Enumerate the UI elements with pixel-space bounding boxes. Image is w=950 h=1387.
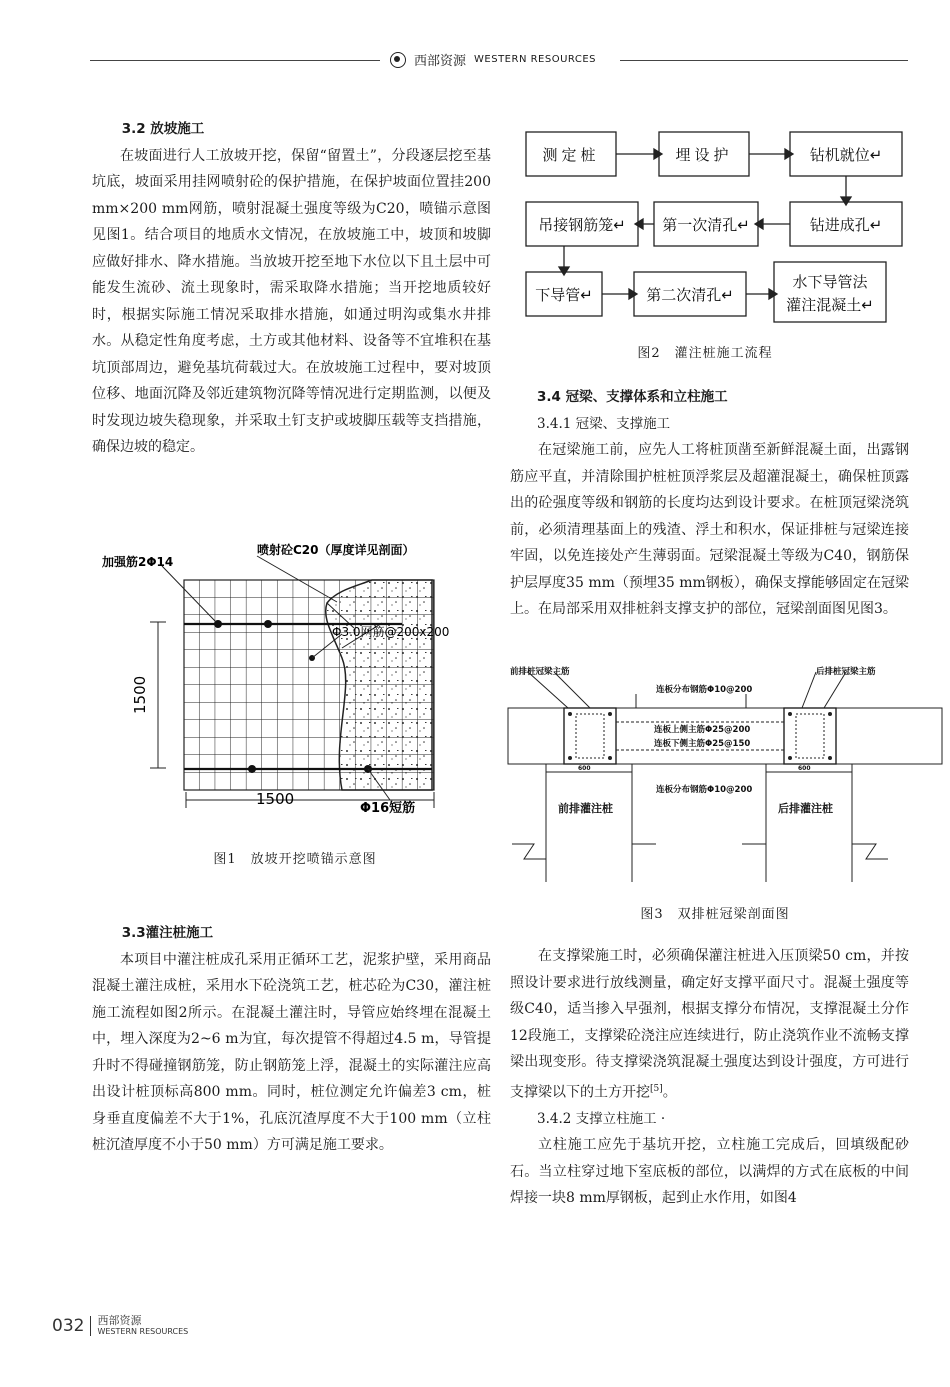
fig1-label-shotcrete: 喷射砼C20（厚度详见剖面）: [257, 543, 415, 557]
fig3-dim-right: 600: [798, 765, 811, 772]
figure-3-section: [506, 664, 946, 882]
section-3-2-title: 3.2 放坡施工: [121, 121, 205, 137]
flow-box-1: 测定桩: [542, 146, 600, 164]
fig1-label-rebar: 加强筋2Φ14: [102, 555, 174, 569]
fig3-dim-left: 600: [578, 765, 591, 772]
flow-box-9a: 水下导管法: [792, 273, 868, 291]
flow-box-3: 钻机就位↵: [809, 146, 883, 164]
page-number: 032: [52, 1316, 91, 1336]
fig3-back-main-bar: 后排桩冠梁主筋: [816, 667, 876, 677]
fig3-dist-top: 连板分布钢筋Φ10@200: [656, 685, 753, 695]
right-column-top: [510, 384, 909, 623]
section-3-4-2-title: 3.4.2 支撑立柱施工 ·: [537, 1110, 666, 1127]
figure-1-caption: 图1 放坡开挖喷锚示意图: [213, 852, 377, 867]
flow-box-6: 吊接钢筋笼↵: [538, 216, 626, 234]
section-3-4-2-body: 立柱施工应先于基坑开挖，立柱施工完成后，回填级配砂石。当立柱穿过地下室底板的部位，以满焊的方式在底板的中间焊接一块8 mm厚钢板，起到止水作用，如图4: [510, 1137, 909, 1207]
fig1-label-short-bar: Φ16短筋: [360, 801, 416, 816]
page-footer: [52, 1315, 188, 1337]
fig3-dist-bottom: 连板分布钢筋Φ10@200: [656, 785, 753, 795]
fig1-label-mesh: Φ3.0网筋@200x200: [332, 625, 450, 639]
flow-box-7: 下导管↵: [535, 286, 593, 304]
left-column-top: [92, 116, 491, 461]
flow-box-8: 第二次清孔↵: [646, 286, 734, 304]
figure-2-flowchart: [524, 130, 914, 325]
figure-2-caption: 图2 灌注桩施工流程: [637, 346, 773, 361]
fig1-dim-horizontal: 1500: [256, 790, 295, 808]
citation-ref[interactable]: [5]: [650, 1083, 663, 1094]
left-column-bottom: [92, 920, 491, 1159]
section-3-4-1-body: 在冠梁施工前，应先人工将桩顶凿至新鲜混凝土面，出露钢筋应平直，并清除围护桩桩顶浮浆层及超灌混凝土，确保桩顶露出的砼强度等级和钢筋的长度均达到设计要求。在桩顶冠梁浇筑前，必须清理基面上的残渣、浮土和积水，保证排桩与冠梁连接牢固，以免连接处产生薄弱面。冠梁混凝土等级为C40，钢筋保护层厚度35 mm（预埋35 mm钢板），确保支撑能够固定在冠梁上。在局部采用双排桩斜支撑支护的部位，冠梁剖面图见图3。: [510, 442, 909, 617]
footer-journal-name: 西部资源 WESTERN RESOURCES: [97, 1314, 189, 1336]
fig3-lower-bar: 连板下侧主筋Φ25@150: [654, 739, 751, 749]
fig1-dim-vertical: 1500: [131, 675, 149, 714]
section-3-4-title: 3.4 冠梁、支撑体系和立柱施工: [537, 389, 728, 405]
flow-box-9b: 灌注混凝土↵: [786, 296, 874, 314]
figure-1-diagram: [92, 538, 502, 823]
fig3-front-main-bar: 前排桩冠梁主筋: [510, 667, 570, 677]
fig3-back-pile: 后排灌注桩: [778, 802, 833, 815]
section-3-3-title: 3.3灌注桩施工: [121, 925, 214, 941]
header-title-en: WESTERN RESOURCES: [474, 54, 597, 65]
fig3-upper-bar: 连板上侧主筋Φ25@200: [654, 725, 751, 735]
section-3-2-body: 在坡面进行人工放坡开挖，保留“留置土”，分段逐层挖至基坑底，坡面采用挂网喷射砼的保护措施，在保护坡面位置挂200 mm×200 mm网筋，喷射混凝土强度等级为C20，喷锚示意图见图1。结合项目的地质水文情况，在放坡施工中，坡顶和坡脚应做好排水、降水措施。当放坡开挖至地下水位以下且土层中可能发生流砂、流土现象时，需采取降水措施；当开挖地质较好时，根据实际施工情况采取排水措施，如通过明沟或集水井排水。从稳定性角度考虑，土方或其他材料、设备等不宜堆积在基坑顶部周边，避免基坑荷载过大。在放坡施工过程中，要对坡顶位移、地面沉降及邻近建筑物沉降等情况进行定期监测，以便及时发现边坡失稳现象，并采取土钉支护或坡脚压载等支挡措施，确保边坡的稳定。: [92, 147, 491, 455]
section-3-4-1-title: 3.4.1 冠梁、支撑施工: [537, 415, 671, 432]
right-column-bottom: [510, 943, 909, 1212]
header-title-cn: 西部资源: [414, 54, 467, 69]
flow-box-4: 钻进成孔↵: [809, 216, 883, 234]
header-rule-left: [90, 60, 380, 61]
figure-3-caption: 图3 双排桩冠梁剖面图: [640, 907, 790, 922]
section-3-4-1-body-continued: 在支撑梁施工时，必须确保灌注桩进入压顶梁50 cm，并按照设计要求进行放线测量，确定好支撑平面尺寸。混凝土强度等级C40，适当掺入早强剂，根据支撑分布情况，支撑混凝土分作12段施工，支撑梁砼浇注应连续进行，防止浇筑作业不流畅支撑梁出现变形。待支撑梁浇筑混凝土强度达到设计强度，方可进行支撑梁以下的土方开挖[5]。: [510, 948, 909, 1101]
flow-box-2: 埋设护: [675, 146, 733, 164]
header-rule-right: [620, 60, 908, 61]
fig3-front-pile: 前排灌注桩: [558, 802, 613, 815]
flow-box-5: 第一次清孔↵: [662, 216, 750, 234]
running-header: [384, 50, 602, 69]
section-3-3-body: 本项目中灌注桩成孔采用正循环工艺，泥浆护壁，采用商品混凝土灌注成桩，采用水下砼浇筑工艺，桩芯砼为C30，灌注桩施工流程如图2所示。在混凝土灌注时，导管应始终埋在混凝土中，埋入深度为2~6 m为宜，每次提管不得超过4.5 m，导管提升时不得碰撞钢筋笼，防止钢筋笼上浮，混凝土的实际灌注应高出设计桩顶标高800 mm。同时，桩位测定允许偏差3 cm，桩身垂直度偏差不大于1%，孔底沉渣厚度不大于100 mm（立柱桩沉渣厚度不小于50 mm）方可满足施工要求。: [92, 951, 491, 1153]
journal-logo-icon: [390, 52, 406, 68]
